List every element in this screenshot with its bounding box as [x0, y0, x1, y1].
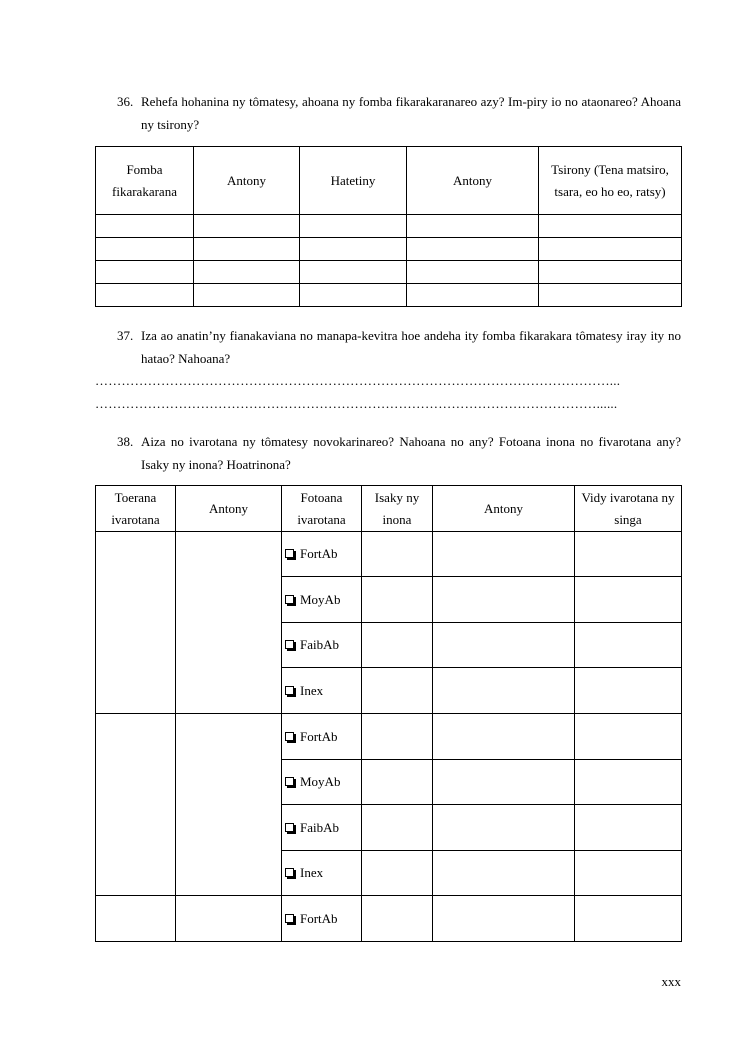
table-row [96, 284, 682, 307]
reason-cell[interactable] [176, 714, 282, 896]
table-cell[interactable] [362, 714, 433, 760]
market-table [95, 485, 682, 942]
table-cell[interactable] [575, 805, 682, 851]
header-cell: Isaky ny inona [362, 486, 433, 532]
question-text: Aiza no ivarotana ny tômatesy novokarinareo? Nahoana no any? Fotoana inona no fivarotana any? Isaky ny inona? Hoatrinona? [141, 434, 681, 472]
table-cell[interactable] [96, 215, 194, 238]
reason-cell[interactable] [176, 532, 282, 714]
question-37 [117, 324, 681, 370]
option-label: FortAb [300, 728, 338, 744]
table-cell[interactable] [96, 238, 194, 261]
header-cell: Fomba fikarakarana [96, 147, 194, 215]
option-label: Inex [300, 682, 324, 698]
table-cell[interactable] [539, 261, 682, 284]
header-cell: Hatetiny [300, 147, 407, 215]
table-cell[interactable] [575, 896, 682, 942]
table-cell[interactable] [575, 851, 682, 896]
question-text: Iza ao anatin’ny fianakaviana no manapa-kevitra hoe andeha ity fomba fikarakara tômatesy iray ity no hatao? Nahoana? [141, 328, 681, 366]
option-cell[interactable] [282, 623, 362, 668]
answer-line[interactable]: ………………………………………………………………………………………………………... [95, 373, 621, 388]
reason-cell[interactable] [176, 896, 282, 942]
table-cell[interactable] [433, 668, 575, 714]
table-cell[interactable] [362, 623, 433, 668]
table-row [96, 714, 682, 760]
table-cell[interactable] [539, 284, 682, 307]
question-number: 38. [117, 434, 134, 449]
table-cell[interactable] [433, 760, 575, 805]
table-cell[interactable] [362, 532, 433, 577]
question-text: Rehefa hohanina ny tômatesy, ahoana ny fomba fikarakaranareo azy? Im-piry io no ataonareo? Ahoana ny tsirony? [141, 94, 681, 132]
table-cell[interactable] [362, 851, 433, 896]
table-cell[interactable] [362, 760, 433, 805]
table-cell[interactable] [96, 261, 194, 284]
table-cell[interactable] [575, 577, 682, 623]
table-cell[interactable] [433, 577, 575, 623]
table-cell[interactable] [433, 623, 575, 668]
location-cell[interactable] [96, 532, 176, 714]
option-label: MoyAb [300, 774, 341, 789]
table-cell[interactable] [575, 623, 682, 668]
table-cell[interactable] [433, 851, 575, 896]
location-cell[interactable] [96, 714, 176, 896]
table-cell[interactable] [96, 284, 194, 307]
header-cell: Antony [407, 147, 539, 215]
table-cell[interactable] [575, 668, 682, 714]
header-cell: Antony [194, 147, 300, 215]
table-row [96, 532, 682, 577]
option-cell[interactable] [282, 577, 362, 623]
option-cell[interactable] [282, 805, 362, 851]
table-row [96, 261, 682, 284]
header-cell: Fotoana ivarotana [282, 486, 362, 532]
page-number: xxx [661, 974, 681, 989]
checkbox-icon[interactable] [285, 595, 294, 604]
table-row [96, 238, 682, 261]
table-cell[interactable] [575, 760, 682, 805]
table-cell[interactable] [407, 238, 539, 261]
header-cell: Antony [176, 486, 282, 532]
table-cell[interactable] [362, 577, 433, 623]
option-label: FaibAb [300, 637, 339, 652]
table-cell[interactable] [194, 284, 300, 307]
preparation-table [95, 146, 682, 307]
table-cell[interactable] [433, 805, 575, 851]
table-cell[interactable] [407, 284, 539, 307]
header-cell: Tsirony (Tena matsiro, tsara, eo ho eo, ratsy) [539, 147, 682, 215]
option-cell[interactable] [282, 896, 362, 942]
table-cell[interactable] [300, 238, 407, 261]
checkbox-icon[interactable] [285, 914, 294, 923]
checkbox-icon[interactable] [285, 686, 294, 695]
header-cell: Antony [433, 486, 575, 532]
table-cell[interactable] [194, 238, 300, 261]
question-number: 37. [117, 328, 134, 343]
table-cell[interactable] [575, 714, 682, 760]
table-cell[interactable] [300, 284, 407, 307]
option-label: FaibAb [300, 819, 339, 835]
option-cell[interactable] [282, 760, 362, 805]
table-cell[interactable] [433, 896, 575, 942]
table-cell[interactable] [407, 215, 539, 238]
answer-line[interactable]: ……………………………………………………………………………………………………...... [95, 396, 618, 411]
table-cell[interactable] [362, 896, 433, 942]
option-label: MoyAb [300, 591, 341, 607]
option-label: FortAb [300, 546, 338, 561]
table-header-row [96, 486, 682, 532]
option-cell[interactable] [282, 532, 362, 577]
checkbox-icon[interactable] [285, 549, 294, 558]
table-row [96, 896, 682, 942]
table-cell[interactable] [407, 261, 539, 284]
table-cell[interactable] [362, 805, 433, 851]
question-38 [117, 430, 681, 476]
checkbox-icon[interactable] [285, 732, 294, 741]
table-cell[interactable] [539, 238, 682, 261]
table-cell[interactable] [433, 532, 575, 577]
question-36 [117, 90, 681, 136]
table-cell[interactable] [433, 714, 575, 760]
checkbox-icon[interactable] [285, 868, 294, 877]
table-cell[interactable] [539, 215, 682, 238]
table-cell[interactable] [300, 215, 407, 238]
table-cell[interactable] [362, 668, 433, 714]
table-cell[interactable] [194, 215, 300, 238]
header-cell: Vidy ivarotana ny singa [575, 486, 682, 532]
option-label: Inex [300, 865, 324, 880]
table-cell[interactable] [575, 532, 682, 577]
header-cell: Toerana ivarotana [96, 486, 176, 532]
checkbox-icon[interactable] [285, 777, 294, 786]
table-header-row [96, 147, 682, 215]
option-cell[interactable] [282, 714, 362, 760]
table-row [96, 215, 682, 238]
option-label: FortAb [300, 910, 338, 926]
table-cell[interactable] [300, 261, 407, 284]
checkbox-icon[interactable] [285, 640, 294, 649]
location-cell[interactable] [96, 896, 176, 942]
question-number: 36. [117, 94, 134, 109]
option-cell[interactable] [282, 668, 362, 714]
checkbox-icon[interactable] [285, 823, 294, 832]
table-cell[interactable] [194, 261, 300, 284]
option-cell[interactable] [282, 851, 362, 896]
